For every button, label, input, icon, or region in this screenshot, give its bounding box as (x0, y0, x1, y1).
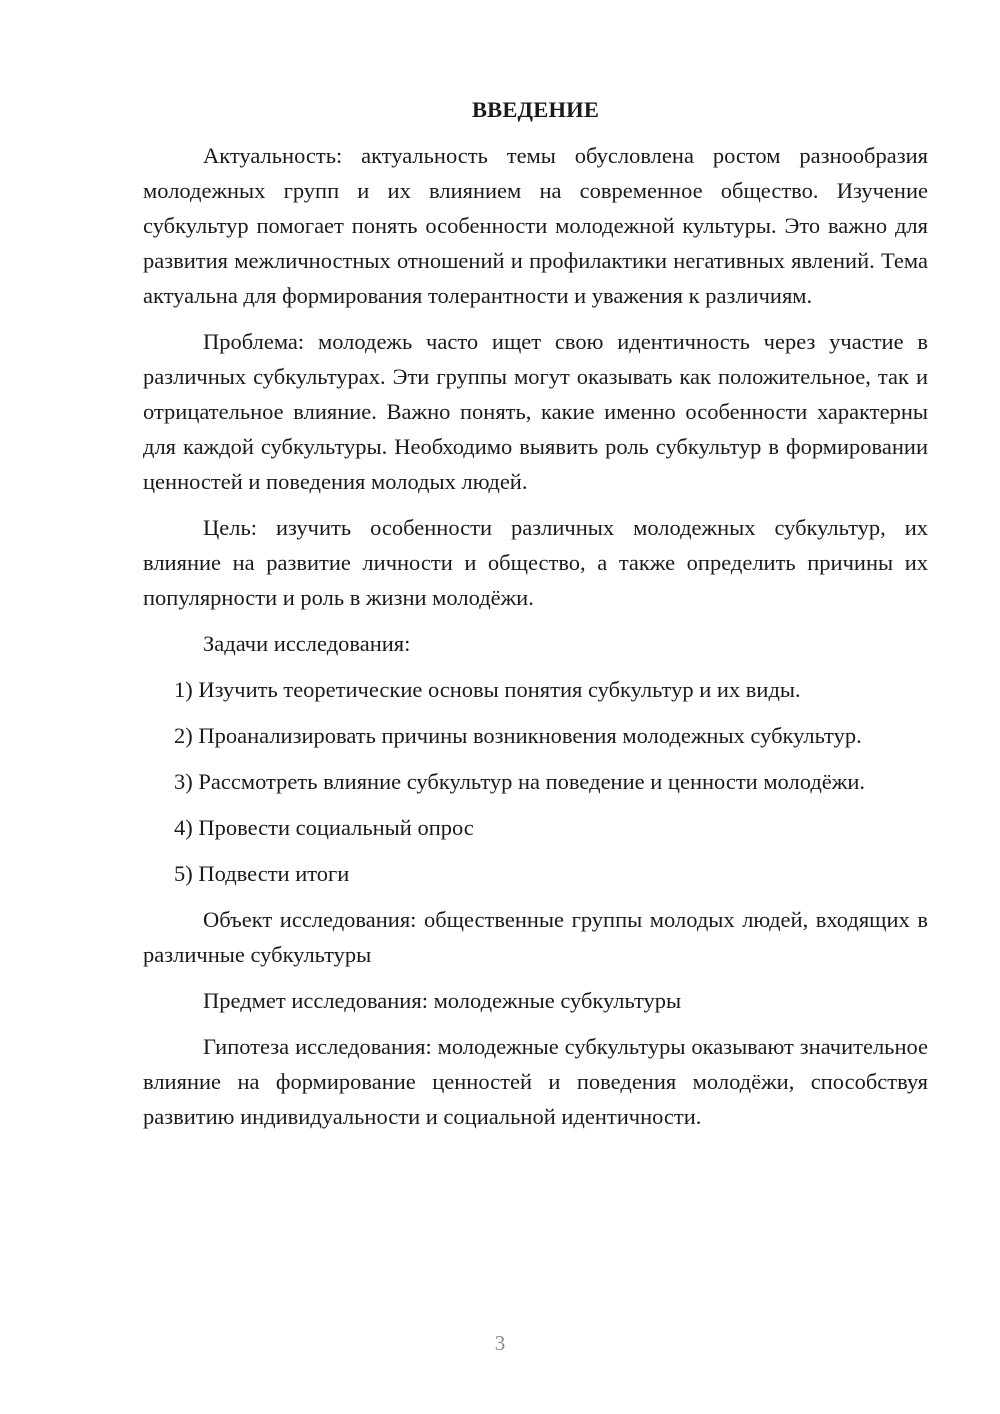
problem-paragraph: Проблема: молодежь часто ищет свою идентичность через участие в различных субкультурах. Эти группы могут оказывать как положительное, так и отрицательное влияние. Важно понять, какие именно особенности характерны для каждой субкультуры. Необходимо выявить роль субкультур в формировании ценностей и поведения молодых людей. (143, 329, 928, 494)
relevance-paragraph: Актуальность: актуальность темы обусловлена ростом разнообразия молодежных групп и их влиянием на современное общество. Изучение субкультур помогает понять особенности молодежной культуры. Это важно для развития межличностных отношений и профилактики негативных явлений. Тема актуальна для формирования толерантности и уважения к различиям. (143, 143, 928, 308)
task-item-4: 4) Провести социальный опрос (174, 815, 474, 840)
page-number: 3 (494, 1331, 506, 1355)
task-item-3: 3) Рассмотреть влияние субкультур на поведение и ценности молодёжи. (174, 769, 865, 794)
task-item-2: 2) Проанализировать причины возникновения молодежных субкультур. (174, 723, 862, 748)
object-paragraph: Объект исследования: общественные группы молодых людей, входящих в различные субкультуры (143, 907, 928, 967)
page-content (143, 92, 928, 1145)
tasks-heading: Задачи исследования: (203, 631, 411, 656)
subject-paragraph: Предмет исследования: молодежные субкультуры (203, 988, 682, 1013)
task-item-5: 5) Подвести итоги (174, 861, 350, 886)
section-title: ВВЕДЕНИЕ (471, 97, 600, 122)
goal-paragraph: Цель: изучить особенности различных молодежных субкультур, их влияние на развитие личности и общество, а также определить причины их популярности и роль в жизни молодёжи. (143, 515, 928, 610)
task-item-1: 1) Изучить теоретические основы понятия субкультур и их виды. (174, 677, 801, 702)
hypothesis-paragraph: Гипотеза исследования: молодежные субкультуры оказывают значительное влияние на формирование ценностей и поведения молодёжи, способствуя развитию индивидуальности и социальной идентичности. (143, 1034, 928, 1129)
